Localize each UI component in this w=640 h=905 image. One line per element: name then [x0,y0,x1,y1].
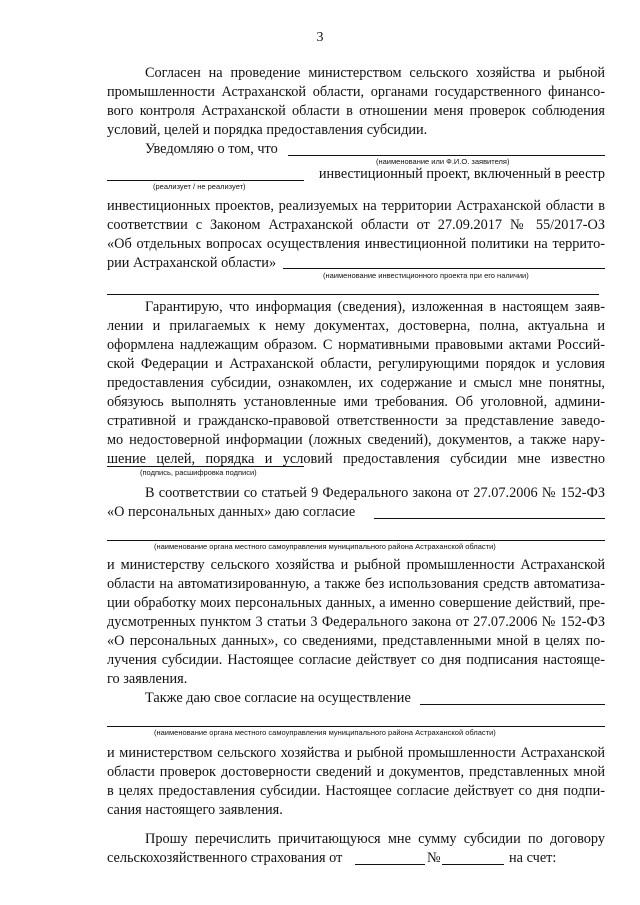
applicant-name-field-line[interactable] [288,155,605,156]
account-label: на счет: [509,850,557,866]
processing-text-line: и министерству сельского хозяйства и рыбной промышленности Астраханской [107,557,605,573]
municipal-body-caption: (наименование органа местного самоуправления муниципального района Астраханской области) [154,542,496,551]
number-sign: № [427,850,441,866]
consent-text-line: Согласен на проведение министерством сельского хозяйства и рыбной [145,65,605,81]
verification-text-line: в целях предоставления субсидии. Настоящее согласие действует со дня подпи- [107,783,605,799]
municipal-body-field-line-2[interactable] [107,540,605,541]
municipal-body-field-line[interactable] [374,518,605,519]
personal-data-text-line: В соответствии со статьей 9 Федерального закона от 27.07.2006 № 152-ФЗ [145,485,605,501]
personal-data-text-line: «О персональных данных» даю согласие [107,504,356,520]
consent-text-line: вого контроля Астраханской области в отношении меня проверок соблюдения [107,103,605,119]
guarantee-text-line: оформлена надлежащим образом. С нормативными правовыми актами Россий- [107,337,605,353]
transfer-request-line: Прошу перечислить причитающуюся мне сумму субсидии по договору [145,831,605,847]
signature-caption: (подпись, расшифровка подписи) [140,468,257,477]
municipal-body-field-line-4[interactable] [107,726,605,727]
registry-text-line: рии Астраханской области» [107,255,277,271]
guarantee-text-line: предоставления субсидии, ознакомлен, их содержание и смысл мне понятны, [107,375,605,391]
municipal-body-caption-2: (наименование органа местного самоуправления муниципального района Астраханской области) [154,728,496,737]
guarantee-text-line: стративной и гражданско-правовой ответственности за представление заведо- [107,413,605,429]
processing-text-line: области на автоматизированную, а также без использования средств автоматиза- [107,576,605,592]
guarantee-text-line: ской Федерации и Астраханской области, регулирующими порядок и условия [107,356,605,372]
realized-field-line[interactable] [107,180,304,181]
guarantee-text-line: Гарантирую, что информация (сведения), изложенная в настоящем заяв- [145,299,605,315]
verification-text-line: сания настоящего заявления. [107,802,283,818]
notify-label: Уведомляю о том, что [145,141,278,157]
guarantee-text-line: лении и прилагаемых к нему документах, достоверна, полна, актуальна и [107,318,605,334]
processing-text-line: лучения субсидии. Настоящее согласие действует со дня подписания настояще- [107,652,605,668]
applicant-name-caption: (наименование или Ф.И.О. заявителя) [376,157,510,166]
project-name-caption: (наименование инвестиционного проекта при его наличии) [323,271,529,280]
realized-caption: (реализует / не реализует) [153,182,246,191]
verification-text-line: области проверок достоверности сведений и документов, представленных мной [107,764,605,780]
page-number: 3 [316,30,324,45]
signature-field-line[interactable] [107,466,304,467]
project-name-field-line-2[interactable] [107,294,599,295]
processing-text-line: го заявления. [107,671,188,687]
contract-number-field-line[interactable] [442,864,504,865]
processing-text-line: дусмотренных пунктом 3 статьи 3 Федерального закона от 27.07.2006 № 152-ФЗ [107,614,605,630]
registry-text-line: «Об отдельных вопросах осуществления инвестиционной политики на террито- [107,236,605,252]
guarantee-text-line: шение целей, порядка и условий предоставления субсидии мне известно [107,451,605,467]
project-name-field-line[interactable] [283,268,605,269]
consent-text-line: условий, целей и порядка предоставления субсидии. [107,122,428,138]
guarantee-text-line: мо недостоверной информации (ложных сведений), документов, а также нару- [107,432,605,448]
verification-text-line: и министерством сельского хозяйства и рыбной промышленности Астраханской [107,745,605,761]
transfer-request-text: сельскохозяйственного страхования от [107,850,343,866]
contract-date-field-line[interactable] [355,864,425,865]
also-consent-label: Также даю свое согласие на осуществление [145,690,411,706]
consent-text-line: промышленности Астраханской области, органами государственного финансо- [107,84,605,100]
registry-text-line: соответствии с Законом Астраханской области от 27.09.2017 № 55/2017-ОЗ [107,217,605,233]
guarantee-text-line: обязуюсь выполнять установленные ими требования. Об уголовной, админи- [107,394,605,410]
processing-text-line: «О персональных данных», со сведениями, представленными мной в целях по- [107,633,605,649]
processing-text-line: ции обработку моих персональных данных, а именно совершение действий, пре- [107,595,605,611]
notify-line2: инвестиционный проект, включенный в реестр [318,166,605,182]
registry-text-line: инвестиционных проектов, реализуемых на территории Астраханской области в [107,198,605,214]
municipal-body-field-line-3[interactable] [420,704,605,705]
